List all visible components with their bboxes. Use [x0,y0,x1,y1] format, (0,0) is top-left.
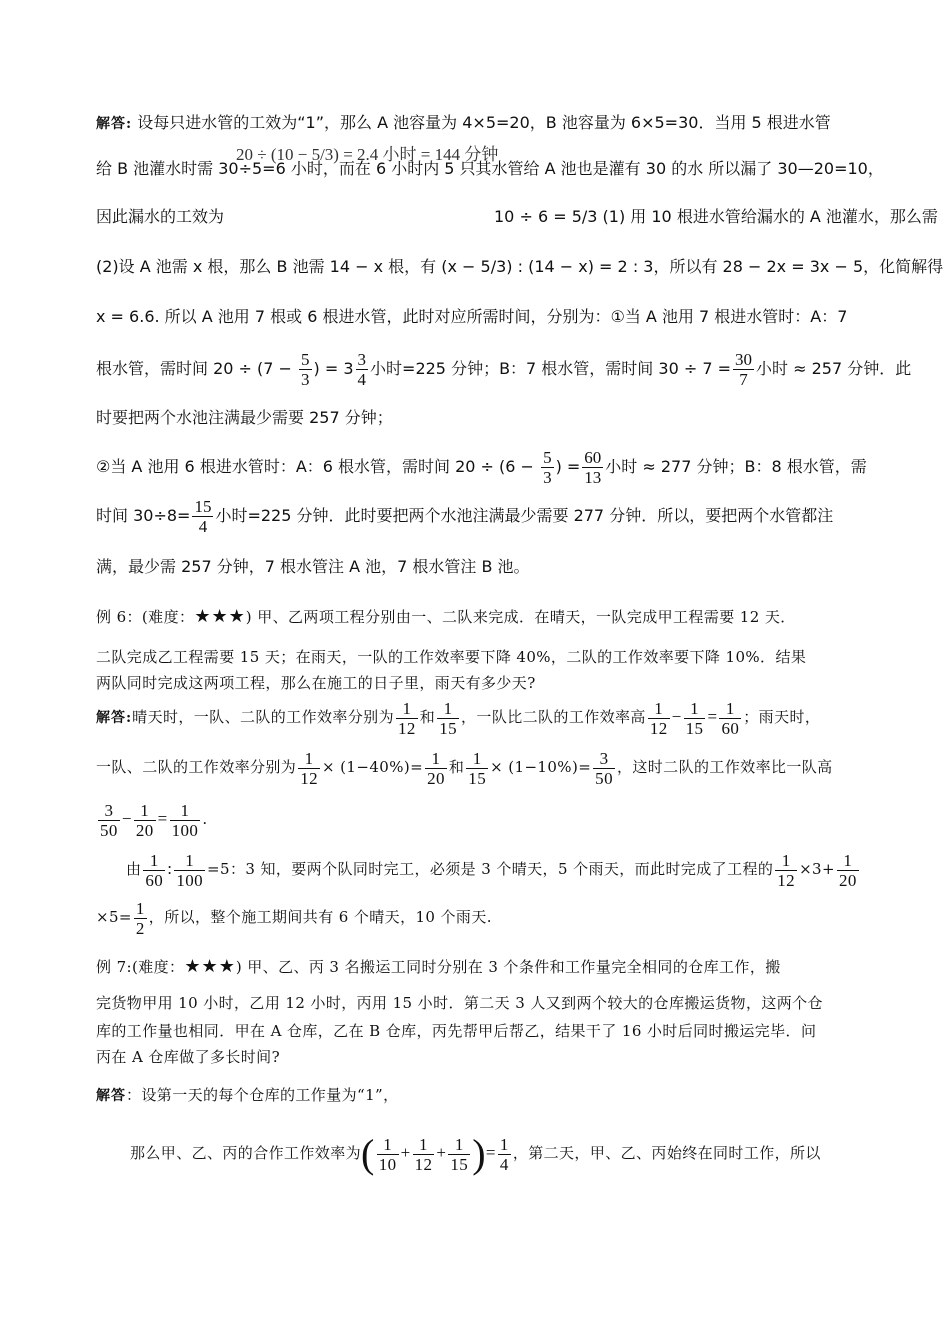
numerator: 1 [396,699,418,719]
numerator: 30 [735,350,753,369]
text-segment: × (1−40%)= [322,758,424,776]
denominator: 12 [777,870,796,890]
example-title: 例 6：(难度： [96,608,195,626]
text-segment: 小时 ≈ 277 分钟；B：8 根水管，需 [605,457,867,476]
fraction [466,749,488,788]
solution-line-7: 时要把两个水池注满最少需要 257 分钟； [96,408,393,427]
fraction [298,749,320,788]
numerator: 1 [377,1135,399,1155]
example-7-line-1 [96,956,781,978]
solution-line-4: (2)设 A 池需 x 根，那么 B 池需 14 − x 根，有 (x − 5/3) : (14 − x) = 2 : 3，所以有 28 − 2x = 3x − 5，化简解得 [96,257,944,276]
example-7-line-3: 库的工作量也相同．甲在 A 仓库，乙在 B 仓库，丙先帮甲后帮乙，结果干了 16 小时后同时搬运完毕．问 [96,1022,817,1040]
numerator: 1 [174,851,205,871]
denominator: 4 [499,1154,509,1174]
text-segment: 小时=225 分钟；B：7 根水管，需时间 30 ÷ 7 = [370,359,732,378]
numerator: 1 [437,699,459,719]
solution-line-9 [96,493,833,539]
denominator: 15 [468,768,487,788]
text-segment: ×3+ [799,860,835,878]
denominator: 4 [198,517,208,536]
fraction [837,851,859,890]
text-segment: 和 [448,758,465,776]
denominator: 3 [543,468,552,487]
solution-line-1 [96,112,831,135]
solution-line-3 [96,206,224,228]
text-segment: 那么甲、乙、丙的合作工作效率为 [130,1144,362,1162]
numerator: 1 [648,699,670,719]
numerator: 1 [298,749,320,769]
denominator: 15 [685,718,704,738]
numerator: 1 [775,851,797,871]
numerator: 1 [170,801,201,821]
denominator: 13 [584,468,602,487]
denominator: 100 [171,820,199,840]
text-segment: ×5= [96,908,132,926]
example-6-line-2: 二队完成乙工程需要 15 天；在雨天，一队的工作效率要下降 40%，二队的工作效率要下降 10%．结果 [96,648,807,666]
text-segment: ，一队比二队的工作效率高 [461,708,646,726]
text-segment: ，这时二队的工作效率比一队高 [616,758,833,776]
fraction [719,699,741,738]
fraction [541,448,554,487]
numerator: 1 [466,749,488,769]
numerator: 1 [413,1135,435,1155]
fraction [775,851,797,890]
fraction [498,1135,511,1174]
text-segment: 时间 30÷8= [96,506,191,525]
fraction [134,899,147,938]
text-segment: 由 [126,860,142,878]
fraction [170,801,201,840]
text-segment: . [202,810,208,828]
denominator: 12 [649,718,668,738]
denominator: 12 [414,1154,433,1174]
example-7-answer-1 [96,1084,398,1107]
fraction [413,1135,435,1174]
text-segment: ) = [555,457,581,476]
denominator: 60 [145,870,164,890]
formula-overlay: 20 ÷ (10 − 5/3) = 2.4 小时 = 144 分钟 [236,145,499,164]
numerator: 15 [194,497,212,516]
fraction [356,350,369,389]
solution-line-5: x = 6.6. 所以 A 池用 7 根或 6 根进水管，此时对应所需时间，分别为：①当 A 池用 7 根进水管时：A：7 [96,307,848,326]
numerator: 3 [593,749,615,769]
example-6-answer-4: 由 $\frac{1}{60}$ : $\frac{1}{100}$ =5：3 知，要两个队同时完工，必须是 3 个晴天，5 个雨天，而此时完成了工程的 $\frac{1}{12}$ ×3+ $\frac{1}{20}$ [126,850,857,890]
fraction [98,801,120,840]
text-segment: ，第二天，甲、乙、丙始终在同时工作，所以 [512,1144,821,1162]
solution-line-6 [96,346,911,392]
solution-text: 设每只进水管的工效为“1”，那么 A 池容量为 4×5=20，B 池容量为 6×5=30．当用 5 根进水管 [137,113,831,132]
solution-line-3b: 10 ÷ 6 = 5/3 (1) 用 10 根进水管给漏水的 A 池灌水，那么需 [494,207,938,226]
example-7-answer-2: 那么甲、乙、丙的合作工作效率为( $\frac{1}{10}$ + $\frac{1}{12}$ + $\frac{1}{15}$ )= $\frac{1}{4}$ ，第二天，甲、乙、丙始终在同时工作，所以 [130,1131,821,1176]
answer-label: 解答 [96,1088,126,1104]
denominator: 4 [357,370,367,389]
numerator: 1 [143,851,165,871]
numerator: 1 [684,699,706,719]
text-segment: 小时=225 分钟．此时要把两个水池注满最少需要 277 分钟．所以，要把两个水管都注 [215,506,834,525]
text-segment: ；雨天时， [743,708,821,726]
fraction [134,801,156,840]
example-6-answer-2 [96,744,833,790]
fraction [684,699,706,738]
fraction [425,749,447,788]
denominator: 20 [838,870,857,890]
fraction [174,851,205,890]
text-segment: ) 甲、乙、丙 3 名搬运工同时分别在 3 个条件和工作量完全相同的仓库工作，搬 [235,958,781,976]
denominator: 12 [300,768,319,788]
text-segment: 小时 ≈ 257 分钟．此 [756,359,912,378]
denominator: 15 [450,1154,469,1174]
text-segment: ②当 A 池用 6 根进水管时：A：6 根水管，需时间 20 ÷ (6 − [96,457,540,476]
answer-label: 解答: [96,710,133,726]
text-segment: ) 甲、乙两项工程分别由一、二队来完成．在晴天，一队完成甲工程需要 12 天． [245,608,796,626]
solution-line-2: 给 B 池灌水时需 30÷5=6 小时，而在 6 小时内 5 只其水管给 A 池也是灌有 30 的水 所以漏了 30—20=10， [96,159,884,178]
difficulty-stars: ★★★ [184,956,236,977]
denominator: 3 [301,370,310,389]
text-segment: =5：3 知，要两个队同时完工，必须是 3 个晴天，5 个雨天，而此时完成了工程的 [207,860,774,878]
text-segment: 一队、二队的工作效率分别为 [96,758,297,776]
fraction [299,350,312,389]
solution-line-8 [96,444,867,490]
text-segment: × (1−10%)= [490,758,592,776]
example-title: 例 7:(难度： [96,958,185,976]
example-6-line-1 [96,606,796,628]
example-7-line-4: 丙在 A 仓库做了多长时间? [96,1048,281,1066]
denominator: 100 [176,870,204,890]
numerator: 3 [357,350,367,369]
text-segment: ：设第一天的每个仓库的工作量为“1”， [126,1086,399,1104]
solution-line-10: 满，最少需 257 分钟，7 根水管注 A 池，7 根水管注 B 池。 [96,557,530,576]
numerator: 1 [448,1135,470,1155]
fraction [648,699,670,738]
denominator: 50 [100,820,118,840]
example-7-line-2: 完货物甲用 10 小时，乙用 12 小时，丙用 15 小时．第二天 3 人又到两个较大的仓库搬运货物，这两个仓 [96,994,823,1012]
denominator: 12 [397,718,416,738]
fraction [437,699,459,738]
text-segment: 和 [419,708,436,726]
denominator: 15 [439,718,458,738]
fraction [377,1135,399,1174]
example-6-answer-3: $\frac{3}{50}$ − $\frac{1}{20}$ = $\frac{1}{100}$ . [100,800,208,840]
denominator: 50 [595,768,613,788]
numerator: 1 [499,1134,509,1154]
denominator: 10 [378,1154,397,1174]
numerator: 1 [837,851,859,871]
numerator: 1 [425,749,447,769]
numerator: 5 [301,350,310,369]
numerator: 1 [135,898,145,918]
fraction [396,699,418,738]
denominator: 7 [739,370,748,389]
denominator: 20 [135,820,154,840]
fraction [192,497,213,536]
text-segment: ) = 3 [313,359,354,378]
numerator: 60 [584,448,602,467]
difficulty-stars: ★★★ [194,606,246,627]
text-segment: 晴天时，一队、二队的工作效率分别为 [132,708,394,726]
denominator: 20 [427,768,445,788]
denominator: 60 [721,718,740,738]
text-segment: 因此漏水的工效为 [96,207,225,226]
fraction [582,448,603,487]
fraction [593,749,615,788]
solution-label: 解答: [96,116,133,132]
example-6-answer-5 [96,894,492,940]
text-segment: ，所以，整个施工期间共有 6 个晴天，10 个雨天. [148,908,492,926]
fraction [143,851,165,890]
numerator: 3 [98,801,120,821]
example-6-answer-1: 解答:晴天时，一队、二队的工作效率分别为 $\frac{1}{12}$ 和 $\frac{1}{15}$ ，一队比二队的工作效率高 $\frac{1}{12}$ − $\frac{1}{15}$ = $\frac{1}{60}$ ；雨天时， [96,698,821,738]
numerator: 5 [543,448,552,467]
example-6-line-3: 两队同时完成这两项工程，那么在施工的日子里，雨天有多少天? [96,674,536,692]
text-segment: 根水管，需时间 20 ÷ (7 − [96,359,298,378]
numerator: 1 [134,801,156,821]
fraction [733,350,754,389]
numerator: 1 [719,699,741,719]
fraction [448,1135,470,1174]
denominator: 2 [135,918,145,938]
